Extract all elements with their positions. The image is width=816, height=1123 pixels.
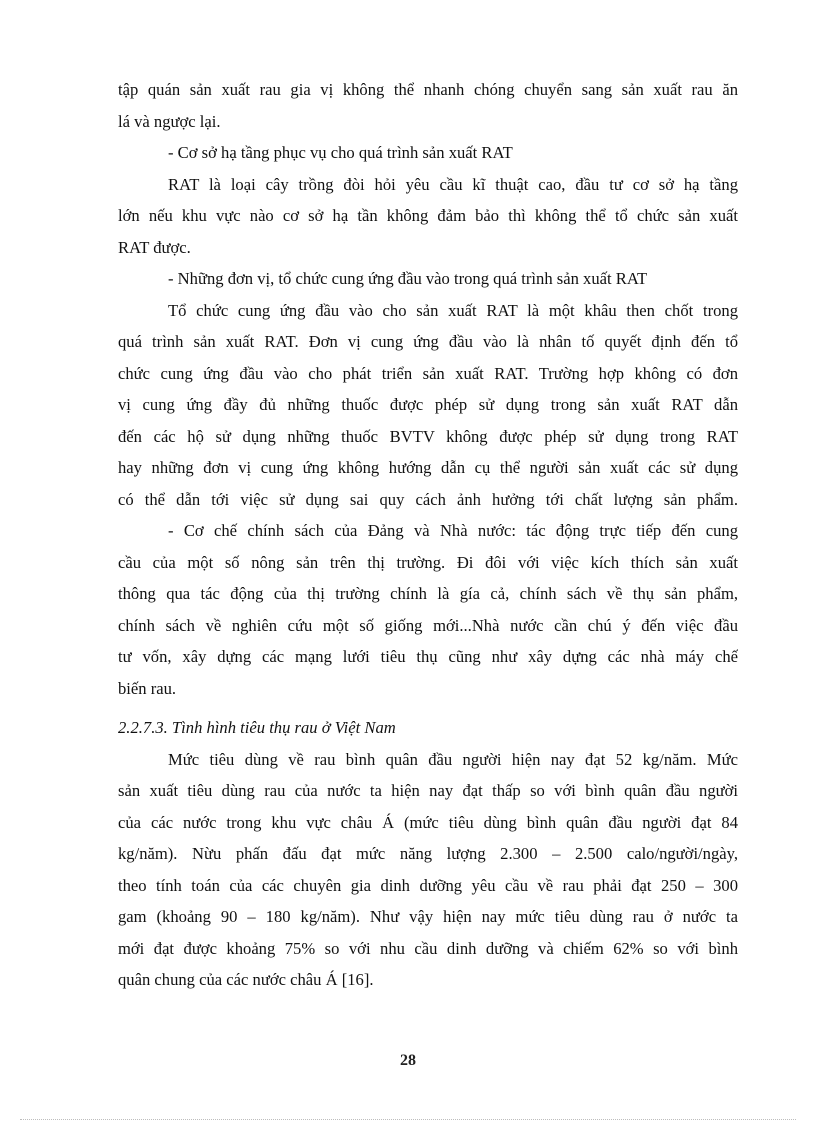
text-line: thông qua tác động của thị trường chính là gía cả, chính sách về thụ sản phẩm, [118, 584, 738, 603]
text-line: kg/năm). Nừu phấn đấu đạt mức năng lượng 2.300 – 2.500 calo/người/ngày, [118, 844, 738, 863]
text-line: - Những đơn vị, tổ chức cung ứng đầu vào trong quá trình sản xuất RAT [168, 269, 648, 288]
text-line: sản xuất tiêu dùng rau của nước ta hiện nay đạt thấp so với bình quân đầu người [118, 781, 738, 800]
section-text [118, 744, 738, 996]
text-line: gam (khoảng 90 – 180 kg/năm). Như vậy hiện nay mức tiêu dùng rau ở nước ta [118, 907, 738, 926]
text-line: - Cơ chế chính sách của Đảng và Nhà nước: tác động trực tiếp đến cung [168, 521, 738, 540]
document-page [118, 74, 738, 996]
text-line: RAT là loại cây trồng đòi hỏi yêu cầu kĩ thuật cao, đầu tư cơ sở hạ tầng [168, 174, 738, 194]
text-line: chính sách về nghiên cứu một số giống mới...Nhà nước cần chú ý đến việc đầu [118, 615, 738, 635]
text-line: tư vốn, xây dựng các mạng lưới tiêu thụ cũng như xây dựng các nhà máy chế [118, 647, 738, 666]
section-heading: 2.2.7.3. Tình hình tiêu thụ rau ở Việt Nam [118, 718, 396, 737]
text-line: quá trình sản xuất RAT. Đơn vị cung ứng đầu vào là nhân tố quyết định đến tổ [118, 332, 738, 351]
text-line: Tổ chức cung ứng đầu vào cho sản xuất RAT là một khâu then chốt trong [168, 300, 738, 320]
text-line: - Cơ sở hạ tầng phục vụ cho quá trình sản xuất RAT [168, 143, 513, 162]
text-line: lớn nếu khu vực nào cơ sở hạ tần không đảm bảo thì không thể tổ chức sản xuất [118, 206, 738, 225]
text-line: Mức tiêu dùng về rau bình quân đầu người hiện nay đạt 52 kg/năm. Mức [168, 749, 738, 769]
text-line: biến rau. [118, 678, 177, 698]
text-line: của các nước trong khu vực châu Á (mức tiêu dùng bình quân đầu người đạt 84 [118, 812, 738, 832]
page-number: 28 [400, 1052, 416, 1069]
page-bottom-rule [20, 1119, 796, 1120]
body-text [118, 74, 738, 704]
text-line: đến các hộ sử dụng những thuốc BVTV không được phép sử dụng trong RAT [118, 426, 738, 446]
text-line: tập quán sản xuất rau gia vị không thể nhanh chóng chuyển sang sản xuất rau ăn [118, 80, 738, 99]
text-line: mới đạt được khoảng 75% so với nhu cầu dinh dưỡng và chiếm 62% so với bình [118, 938, 738, 958]
text-line: quân chung của các nước châu Á [16]. [118, 970, 374, 989]
text-line: vị cung ứng đầy đủ những thuốc được phép sử dụng trong sản xuất RAT dẫn [118, 395, 738, 414]
text-line: theo tính toán của các chuyên gia dinh dưỡng yêu cầu về rau phải đạt 250 – 300 [118, 875, 738, 895]
text-line: có thể dẫn tới việc sử dụng sai quy cách ảnh hưởng tới chất lượng sản phẩm. [118, 489, 738, 509]
text-line: lá và ngược lại. [118, 111, 221, 131]
text-line: chức cung ứng đầu vào cho phát triển sản xuất RAT. Trường hợp không có đơn [118, 363, 738, 383]
text-line: hay những đơn vị cung ứng không hướng dẫn cụ thể người sản xuất các sử dụng [118, 458, 738, 477]
text-line: cầu của một số nông sản trên thị trường. Đi đôi với việc kích thích sản xuất [118, 552, 738, 572]
text-line: RAT được. [118, 237, 191, 257]
